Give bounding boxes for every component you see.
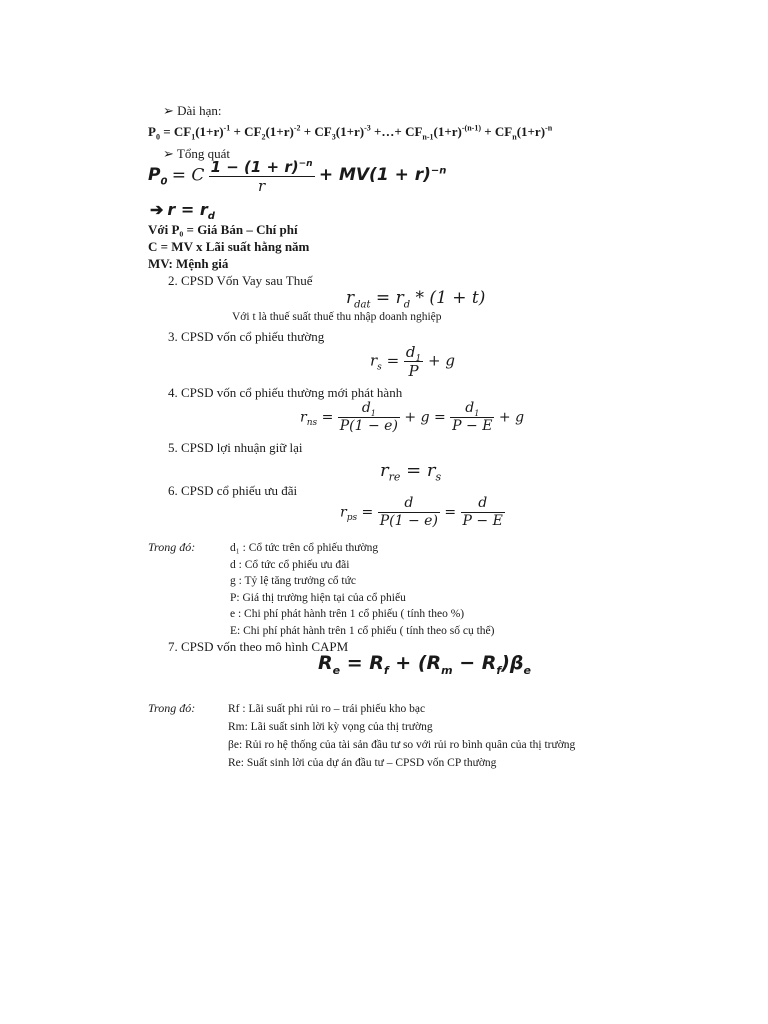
formula-r-equals-rd: ➔ $r = r_d$ bbox=[150, 200, 215, 223]
formula-rre: $r_{re} = r_s$ bbox=[380, 460, 442, 484]
heading-tong-quat: ➢ Tổng quát bbox=[163, 146, 230, 161]
formula-rs: $r_s$ = $\frac{d_1}{P}$ + g bbox=[370, 343, 455, 380]
section-2-title: 2. CPSD Vốn Vay sau Thuế bbox=[168, 273, 313, 288]
section-7-title: 7. CPSD vốn theo mô hình CAPM bbox=[168, 639, 349, 654]
glossary-item: e : Chi phí phát hành trên 1 cổ phiếu ( tính theo %) bbox=[230, 608, 465, 620]
definition-p0: Với P₀ = Giá Bán – Chí phí bbox=[148, 222, 298, 237]
glossary-item: d₁ : Cổ tức trên cổ phiếu thường bbox=[230, 542, 379, 554]
glossary-item: Rm: Lãi suất sinh lời kỳ vọng của thị trường bbox=[228, 721, 433, 733]
glossary-list-1 bbox=[230, 540, 494, 639]
definition-mv: MV: Mệnh giá bbox=[148, 256, 229, 271]
section-6-title: 6. CPSD cổ phiếu ưu đãi bbox=[168, 483, 298, 498]
glossary-item: βe: Rủi ro hệ thống của tài sản đầu tư so với rủi ro bình quân của thị trường bbox=[228, 739, 576, 751]
glossary-item: d : Cổ tức cổ phiếu ưu đãi bbox=[230, 558, 350, 571]
glossary-label-2: Trong đó: bbox=[148, 701, 196, 715]
glossary-item: g : Tỷ lệ tăng trưởng cổ tức bbox=[230, 575, 356, 587]
formula-p0-general: $P_0 = C$ $\frac{1 - (1 + r)^{-n}}{r}$ + $MV(1 + r)^{-n}$ bbox=[148, 158, 447, 195]
glossary-item: E: Chi phí phát hành trên 1 cổ phiếu ( tính theo số cụ thể) bbox=[230, 624, 495, 637]
formula-p0-long: $P_0 = CF_1(1+r)^{-1} + CF_2(1+r)^{-2} + CF_3(1+r)^{-3}$ +…+ $CF_{n-1}(1+r)^{-(n-1)} + CF_n(1+r)^{-n}$ bbox=[148, 123, 553, 142]
section-3-title: 3. CPSD vốn cổ phiếu thường bbox=[168, 329, 325, 344]
formula-r-dat: $r_{dat} = r_d * (1 + t)$ bbox=[346, 288, 486, 311]
heading-dai-han: ➢ Dài hạn: bbox=[163, 103, 222, 118]
formula-rns: $r_{ns}$ = $\frac{d_1}{P(1 - e)}$ + g = $\frac{d_1}{P - E}$ + g bbox=[300, 400, 525, 434]
section-4-title: 4. CPSD vốn cổ phiếu thường mới phát hành bbox=[168, 385, 403, 400]
glossary-label-1: Trong đó: bbox=[148, 540, 196, 554]
glossary-item: P: Giá thị trường hiện tại của cổ phiếu bbox=[230, 591, 406, 604]
section-5-title: 5. CPSD lợi nhuận giữ lại bbox=[168, 440, 303, 455]
glossary-item: Rf : Lãi suất phi rủi ro – trái phiếu kho bạc bbox=[228, 703, 426, 715]
definition-c: C = MV x Lãi suất hằng năm bbox=[148, 239, 310, 254]
section-2-note: Với t là thuế suất thuế thu nhập doanh nghiệp bbox=[232, 311, 442, 323]
formula-capm: $R_e = R_f + (R_m - R_f)\beta_e$ bbox=[318, 652, 531, 677]
glossary-item: Re: Suất sinh lời của dự án đầu tư – CPSD vốn CP thường bbox=[228, 757, 497, 769]
formula-rps: $r_{ps}$ = $\frac{d}{P(1 - e)}$ = $\frac{d}{P - E}$ bbox=[340, 495, 503, 529]
glossary-list-2 bbox=[228, 700, 575, 772]
